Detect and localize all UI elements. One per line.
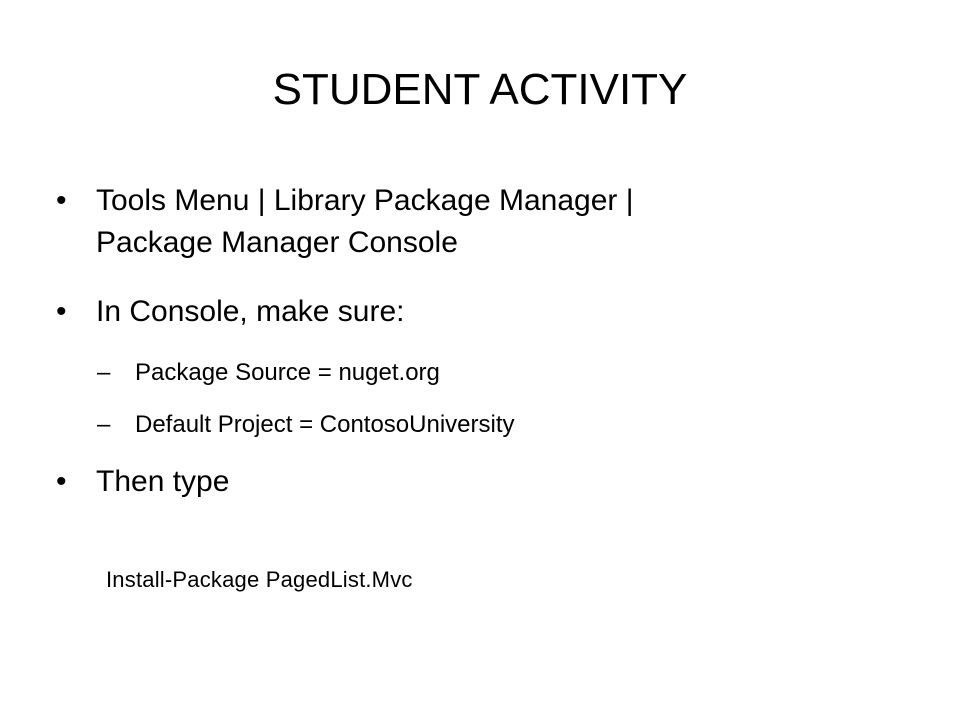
- bullet-marker: •: [56, 184, 67, 217]
- sub-bullet-package-source: [97, 356, 835, 390]
- bullet-text-line-1: Tools Menu | Library Package Manager |: [96, 184, 634, 217]
- bullet-text: Then type: [96, 465, 230, 498]
- sub-bullet-text: Package Source = nuget.org: [135, 359, 440, 386]
- bullet-text: In Console, make sure:: [96, 295, 405, 328]
- slide-title: STUDENT ACTIVITY: [272, 65, 688, 114]
- bullet-marker: •: [56, 295, 67, 328]
- sub-bullet-marker: –: [97, 359, 111, 386]
- bullet-console: [56, 291, 856, 333]
- sub-bullet-marker: –: [97, 411, 111, 438]
- bullet-marker: •: [56, 465, 67, 498]
- bullet-then-type: [56, 461, 856, 503]
- sub-bullet-default-project: [97, 408, 835, 442]
- bullet-text-line-2: Package Manager Console: [96, 226, 458, 259]
- sub-bullet-text: Default Project = ContosoUniversity: [135, 411, 515, 438]
- bullet-tools-menu: [56, 180, 856, 264]
- install-command: Install-Package PagedList.Mvc: [106, 567, 413, 592]
